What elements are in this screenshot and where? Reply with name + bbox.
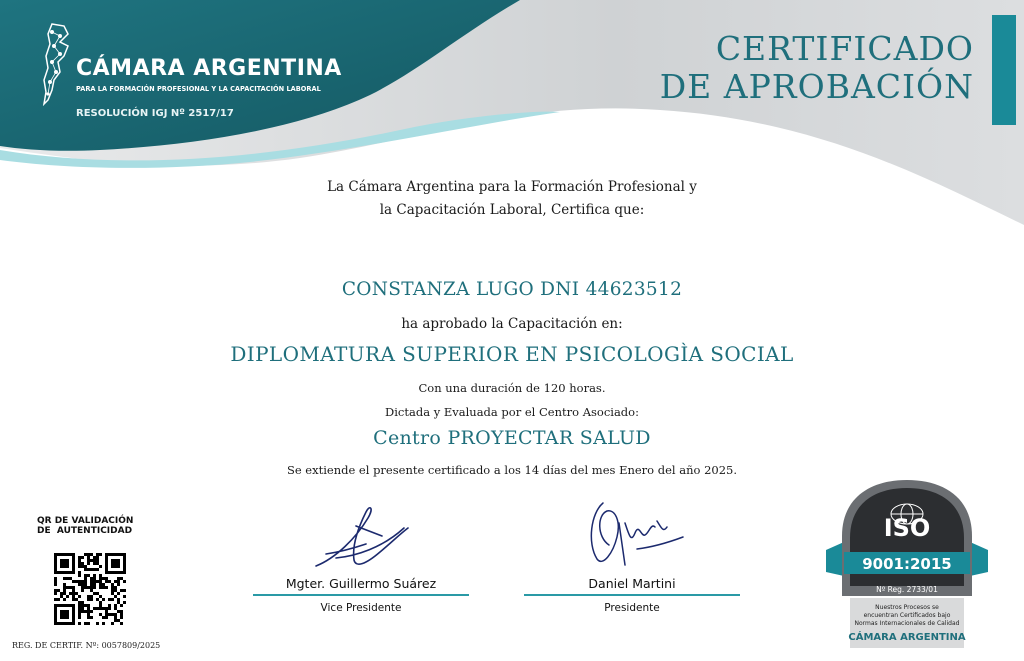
- approved-text: ha aprobado la Capacitación en:: [401, 316, 623, 332]
- intro-line-2: la Capacitación Laboral, Certifica que:: [379, 202, 645, 218]
- signature-line: [524, 594, 740, 596]
- iso-reg-number: Nº Reg. 2733/01: [876, 585, 938, 594]
- signature-block-president: [524, 493, 740, 614]
- resolution-number: RESOLUCIÓN IGJ Nº 2517/17: [76, 108, 234, 119]
- badge-ribbon-right: [970, 542, 988, 576]
- signer-role: Presidente: [604, 602, 660, 614]
- iso-certification-badge: [822, 476, 992, 652]
- badge-ribbon-left: [826, 542, 844, 576]
- org-subtitle: PARA LA FORMACIÓN PROFESIONAL Y LA CAPACITACIÓN LABORAL: [76, 85, 321, 93]
- associated-center: Centro PROYECTAR SALUD: [373, 427, 651, 449]
- badge-note-1: Nuestros Procesos se: [875, 604, 939, 611]
- iso-standard: 9001:2015: [862, 555, 952, 573]
- qr-code[interactable]: [54, 553, 126, 625]
- title-accent-bar: [992, 15, 1016, 125]
- duration-text: Con una duración de 120 horas.: [418, 381, 606, 395]
- signer-role: Vice Presidente: [320, 602, 402, 614]
- badge-note-2: encuentran Certificados bajo: [863, 612, 951, 619]
- signature-vice-president: [296, 498, 426, 576]
- signer-name: Daniel Martini: [588, 576, 676, 591]
- course-name: DIPLOMATURA SUPERIOR EN PSICOLOGÌA SOCIAL: [230, 342, 794, 366]
- registration-number: REG. DE CERTIF. Nº: 0057809/2025: [12, 641, 161, 650]
- badge-note-3: Normas Internacionales de Calidad: [854, 620, 960, 627]
- title-line-2: DE APROBACIÓN: [659, 67, 974, 106]
- intro-text: [0, 176, 1024, 222]
- signature-line: [253, 594, 469, 596]
- signer-name: Mgter. Guillermo Suárez: [285, 576, 437, 591]
- qr-label: [37, 516, 133, 536]
- signature-president: [567, 493, 697, 576]
- intro-line-1: La Cámara Argentina para la Formación Profesional y: [327, 179, 697, 195]
- title-line-1: CERTIFICADO: [715, 29, 974, 68]
- iso-text: ISO: [883, 514, 931, 542]
- certificate-title: [660, 30, 974, 106]
- issue-date-text: Se extiende el presente certificado a los 14 días del mes Enero del año 2025.: [286, 463, 738, 477]
- signature-block-vice-president: [253, 498, 469, 614]
- qr-label-line-2: DE AUTENTICIDAD: [37, 526, 133, 536]
- badge-org: CÁMARA ARGENTINA: [848, 632, 966, 643]
- org-name: CÁMARA ARGENTINA: [76, 56, 342, 81]
- argentina-map-logo-icon: [38, 22, 78, 106]
- qr-label-line-1: QR DE VALIDACIÓN: [37, 516, 134, 526]
- recipient-name: CONSTANZA LUGO DNI 44623512: [341, 279, 683, 300]
- dictated-by-text: Dictada y Evaluada por el Centro Asociado:: [385, 405, 639, 419]
